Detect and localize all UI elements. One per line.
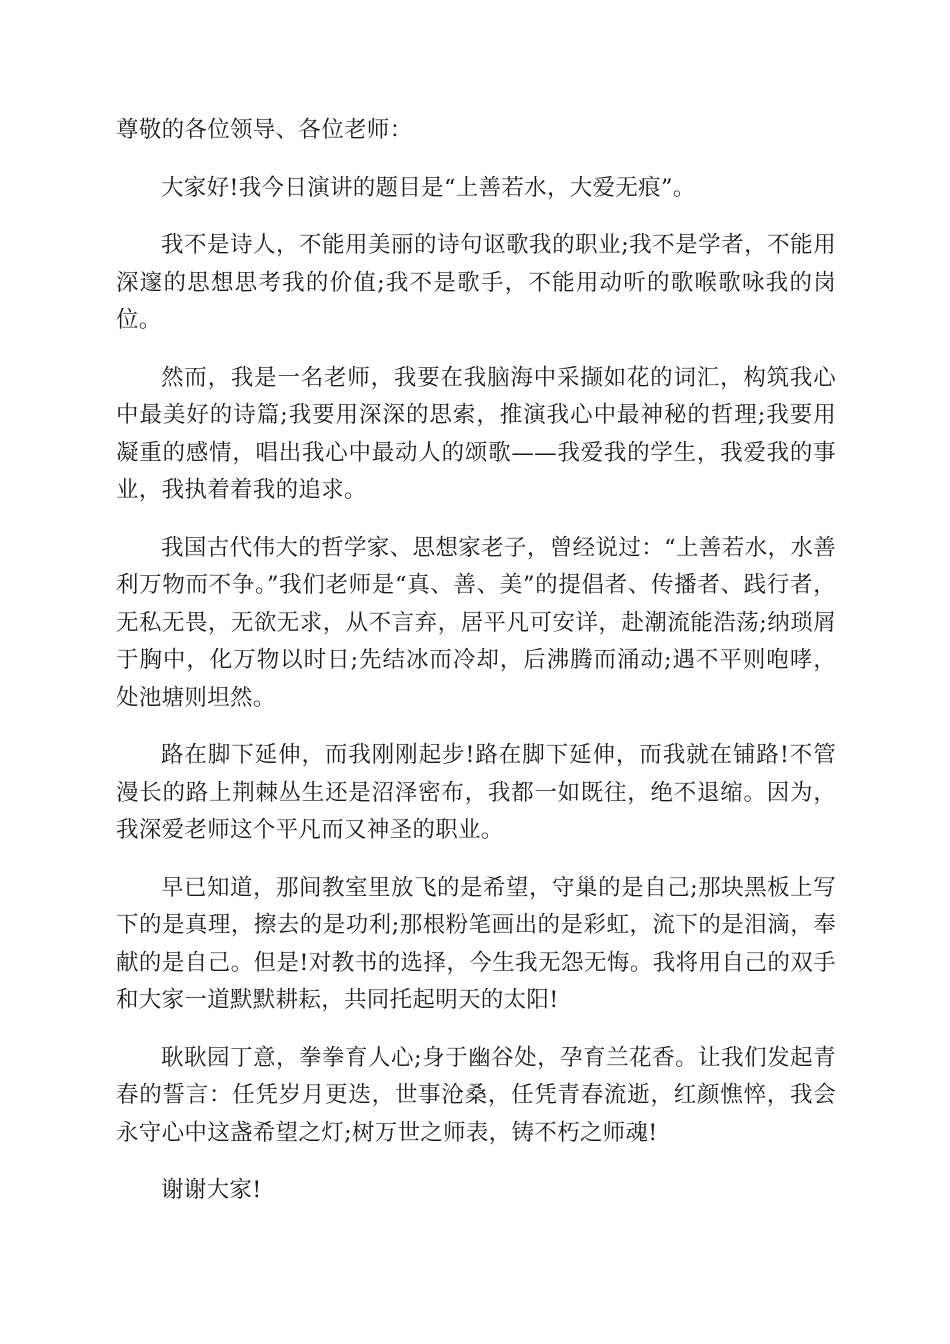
- paragraph-oath: 耿耿园丁意，拳拳育人心;身于幽谷处，孕育兰花香。让我们发起青春的誓言：任凭岁月更迭，世事沧桑，任凭青春流逝，红颜憔悴，我会永守心中这盏希望之灯;树万世之师表，铸不朽之师魂!: [116, 1044, 836, 1146]
- paragraph-road: 路在脚下延伸，而我刚刚起步!路在脚下延伸，而我就在铺路!不管漫长的路上荆棘丛生还是沼泽密布，我都一如既往，绝不退缩。因为，我深爱老师这个平凡而又神圣的职业。: [116, 742, 836, 843]
- salutation: 尊敬的各位领导、各位老师：: [116, 117, 413, 143]
- paragraph-greeting: 大家好!我今日演讲的题目是“上善若水，大爱无痕”。: [161, 174, 696, 201]
- paragraph-classroom: 早已知道，那间教室里放飞的是希望，守巢的是自己;那块黑板上写下的是真理，擦去的是功利;那根粉笔画出的是彩虹，流下的是泪滴，奉献的是自己。但是!对教书的选择，今生我无怨无悔。我将用自己的双手和大家一道默默耕耘，共同托起明天的太阳!: [116, 874, 836, 1013]
- paragraph-i-am-teacher: 然而，我是一名老师，我要在我脑海中采撷如花的词汇，构筑我心中最美好的诗篇;我要用深深的思索，推演我心中最神秘的哲理;我要用凝重的感情，唱出我心中最动人的颂歌——我爱我的学生，我爱我的事业，我执着着我的追求。: [116, 364, 836, 503]
- speech-document: [116, 112, 836, 1210]
- paragraph-laozi: 我国古代伟大的哲学家、思想家老子，曾经说过：“上善若水，水善利万物而不争。”我们老师是“真、善、美”的提倡者、传播者、践行者，无私无畏，无欲无求，从不言弃，居平凡可安详，赴潮流能浩荡;纳琐屑于胸中，化万物以时日;先结冰而冷却，后沸腾而涌动;遇不平则咆哮，处池塘则坦然。: [116, 534, 836, 711]
- closing-thanks: 谢谢大家!: [161, 1177, 262, 1203]
- paragraph-not-poet: 我不是诗人，不能用美丽的诗句讴歌我的职业;我不是学者，不能用深邃的思想思考我的价值;我不是歌手，不能用动听的歌喉歌咏我的岗位。: [116, 232, 836, 333]
